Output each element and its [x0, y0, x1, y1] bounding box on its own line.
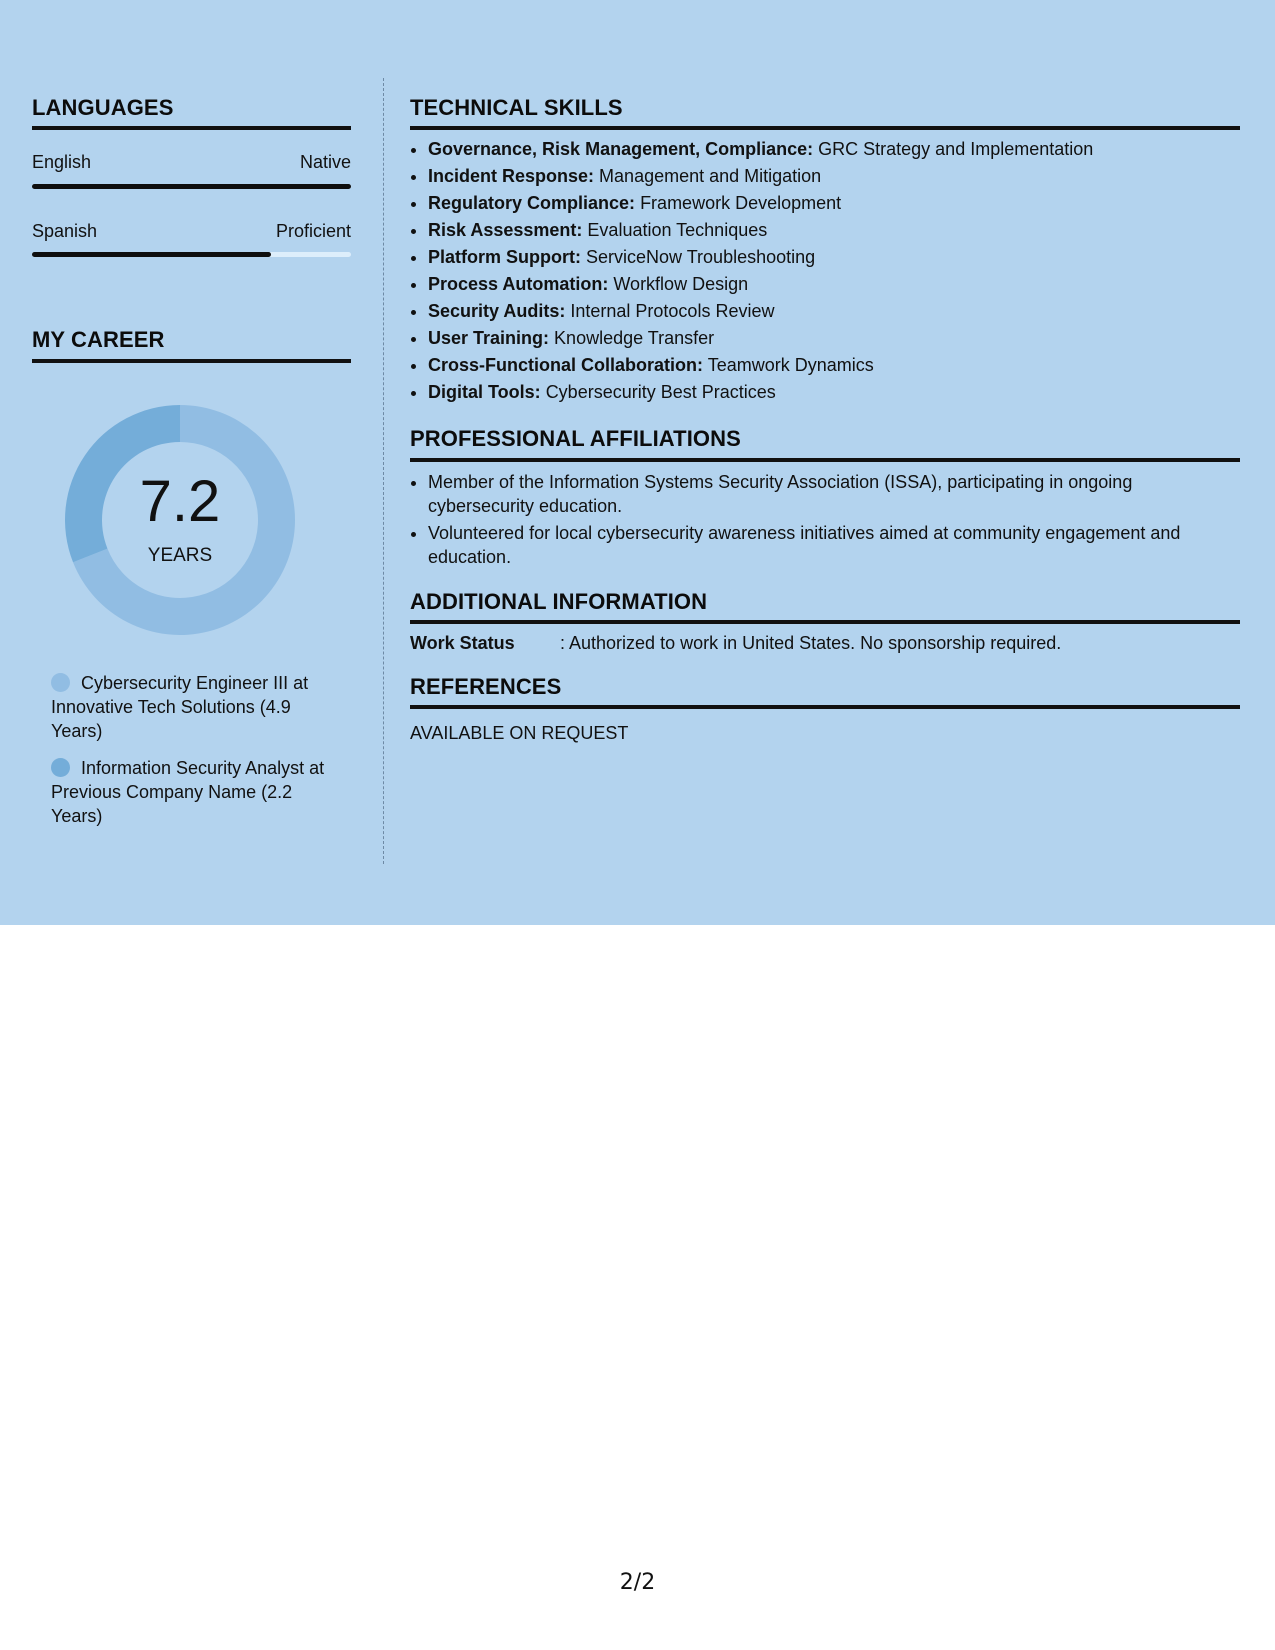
skill-value: ServiceNow Troubleshooting: [586, 247, 816, 268]
language-level: Native: [299, 152, 351, 173]
skill-label: Platform Support:: [428, 247, 581, 268]
career-legend-item: [51, 671, 331, 744]
language-item-english: [32, 152, 351, 189]
work-status-row: [410, 633, 1240, 654]
skill-label: User Training:: [428, 328, 550, 349]
additional-info-section: [410, 589, 1240, 654]
skill-value: Cybersecurity Best Practices: [545, 382, 776, 403]
additional-info-title: ADDITIONAL INFORMATION: [410, 589, 1240, 624]
skill-label: Regulatory Compliance:: [428, 193, 636, 214]
affiliation-item: • Member of the Information Systems Security Association (ISSA), participating in ongoing cybersecurity education.: [428, 470, 1240, 518]
column-divider: [383, 78, 384, 864]
skill-item: [428, 163, 1240, 190]
skill-value: Knowledge Transfer: [554, 328, 715, 349]
career-total-years: 7.2: [139, 468, 221, 534]
skill-value: Internal Protocols Review: [570, 301, 775, 322]
legend-dot-icon: [51, 758, 70, 777]
languages-title: LANGUAGES: [32, 95, 351, 130]
skill-label: Process Automation:: [428, 274, 609, 295]
skill-label: Risk Assessment:: [428, 220, 583, 241]
skill-item: [428, 379, 1240, 406]
career-years-unit: YEARS: [147, 544, 213, 566]
skill-item: [428, 244, 1240, 271]
legend-dot-icon: [51, 673, 70, 692]
left-column: [32, 95, 351, 841]
skill-value: Evaluation Techniques: [587, 220, 768, 241]
language-proficiency-bar: [32, 184, 351, 189]
language-level: Proficient: [275, 220, 351, 241]
skill-label: Incident Response:: [428, 166, 595, 187]
references-text: AVAILABLE ON REQUEST: [410, 723, 629, 744]
skill-value: GRC Strategy and Implementation: [818, 139, 1094, 160]
career-role-text: Information Security Analyst at Previous Company Name (2.2 Years): [51, 757, 325, 827]
skill-item: [428, 352, 1240, 379]
skill-label: Digital Tools:: [428, 382, 541, 403]
skill-item: [428, 190, 1240, 217]
skill-item: [428, 325, 1240, 352]
career-legend-item: [51, 756, 331, 829]
references-title: REFERENCES: [410, 674, 1240, 709]
affiliation-item: • Volunteered for local cybersecurity awareness initiatives aimed at community engagement and education.: [428, 521, 1240, 569]
work-status-value: : Authorized to work in United States. No sponsorship required.: [560, 632, 1062, 653]
skill-item: [428, 136, 1240, 163]
references-section: [410, 674, 1240, 744]
work-status-label: Work Status: [410, 632, 515, 653]
technical-skills-title: TECHNICAL SKILLS: [410, 95, 1240, 130]
page-number: 2/2: [619, 1570, 656, 1595]
skill-item: [428, 298, 1240, 325]
skill-value: Management and Mitigation: [599, 166, 822, 187]
language-proficiency-fill: [32, 252, 271, 257]
affiliations-list: [410, 470, 1240, 569]
language-item-spanish: [32, 221, 351, 258]
language-proficiency-bar: [32, 252, 351, 257]
skill-label: Governance, Risk Management, Compliance:: [428, 139, 814, 160]
career-donut-chart: [65, 405, 295, 635]
skill-item: [428, 271, 1240, 298]
skill-label: Security Audits:: [428, 301, 566, 322]
language-name: English: [32, 152, 92, 173]
skill-value: Workflow Design: [613, 274, 749, 295]
skill-value: Framework Development: [640, 193, 842, 214]
skill-value: Teamwork Dynamics: [707, 355, 874, 376]
technical-skills-list: [410, 136, 1240, 406]
language-name: Spanish: [32, 220, 98, 241]
affiliations-section: [410, 426, 1240, 568]
right-column: [410, 95, 1240, 744]
skill-item: [428, 217, 1240, 244]
career-title: MY CAREER: [32, 327, 351, 362]
language-proficiency-fill: [32, 184, 351, 189]
career-legend: [51, 671, 331, 829]
affiliations-title: PROFESSIONAL AFFILIATIONS: [410, 426, 1240, 461]
career-role-text: Cybersecurity Engineer III at Innovative Tech Solutions (4.9 Years): [51, 672, 309, 742]
skill-label: Cross-Functional Collaboration:: [428, 355, 704, 376]
